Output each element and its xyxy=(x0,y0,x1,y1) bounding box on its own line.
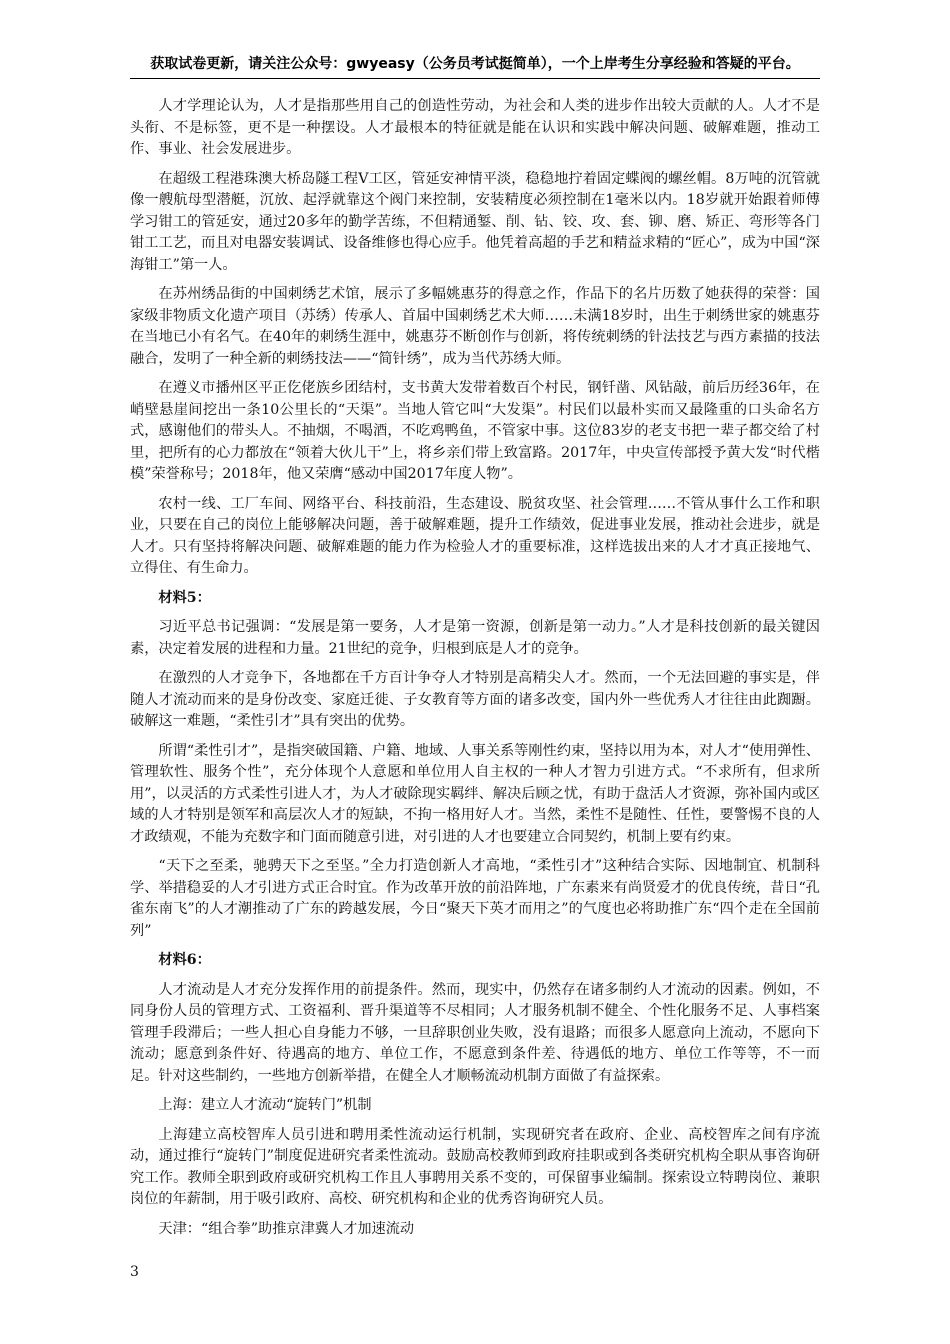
paragraph: 在激烈的人才竞争下，各地都在千方百计争夺人才特别是高精尖人才。然而，一个无法回避的事实是，伴随人才流动而来的是身份改变、家庭迁徙、子女教育等方面的诸多改变，国内外一些优秀人才往往由此踟蹰。破解这一难题，“柔性引才”具有突出的优势。 xyxy=(130,670,820,729)
paragraph: 所谓“柔性引才”，是指突破国籍、户籍、地域、人事关系等刚性约束，坚持以用为本，对人才“使用弹性、管理软性、服务个性”，充分体现个人意愿和单位用人自主权的一种人才智力引进方式。“不求所有，但求所用”，以灵活的方式柔性引进人才，为人才破除现实羁绊、解决后顾之忧，有助于盘活人才资源，弥补国内或区域的人才特别是领军和高层次人才的短缺，不拘一格用好人才。当然，柔性不是随性、任性，要警惕不良的人才政绩观，不能为充数字和门面而随意引进，对引进的人才也要建立合同契约，机制上要有约束。 xyxy=(130,742,820,845)
document-body xyxy=(130,96,820,1248)
paragraph: 在遵义市播州区平正仡佬族乡团结村，支书黄大发带着数百个村民，钢钎凿、风钻敲，前后历经36年，在峭壁悬崖间挖出一条10公里长的“天渠”。当地人管它叫“大发渠”。村民们以最朴实而又最隆重的口头命名方式，感谢他们的带头人。不抽烟，不喝酒，不吃鸡鸭鱼，不管家中事。这位83岁的老支书把一辈子都交给了村里，把所有的心力都放在“领着大伙儿干”上，将乡亲们带上致富路。2017年，中央宣传部授予黄大发“时代楷模”荣誉称号；2018年，他又荣膺“感动中国2017年度人物”。 xyxy=(130,380,820,482)
paragraph: 习近平总书记强调：“发展是第一要务，人才是第一资源，创新是第一动力。”人才是科技创新的最关键因素，决定着发展的进程和力量。21世纪的竞争，归根到底是人才的竞争。 xyxy=(130,619,820,657)
paragraph: 人才流动是人才充分发挥作用的前提条件。然而，现实中，仍然存在诸多制约人才流动的因素。例如，不同身份人员的管理方式、工资福利、晋升渠道等不尽相同；人才服务机制不健全、个性化服务不足、人事档案管理手段滞后；一些人担心自身能力不够，一旦辞职创业失败，没有退路；而很多人愿意向上流动，不愿向下流动；愿意到条件好、待遇高的地方、单位工作，不愿意到条件差、待遇低的地方、单位工作等等，不一而足。针对这些制约，一些地方创新举措，在健全人才顺畅流动机制方面做了有益探索。 xyxy=(130,981,820,1084)
paragraph: 在超级工程港珠澳大桥岛隧工程Ⅴ工区，管延安神情平淡，稳稳地拧着固定蝶阀的螺丝帽。8万吨的沉管就像一艘航母型潜艇，沉放、起浮就靠这个阀门来控制，安装精度必须控制在1毫米以内。18岁就开始跟着师傅学习钳工的管延安，通过20多年的勤学苦练，不但精通錾、削、钻、铰、攻、套、铆、磨、矫正、弯形等各门钳工工艺，而且对电器安装调试、设备维修也得心应手。他凭着高超的手艺和精益求精的“匠心”，成为中国“深海钳工”第一人。 xyxy=(130,170,820,273)
paragraph: “天下之至柔，驰骋天下之至坚。”全力打造创新人才高地，“柔性引才”这种结合实际、因地制宜、机制科学、举措稳妥的人才引进方式正合时宜。作为改革开放的前沿阵地，广东素来有尚贤爱才的优良传统，昔日“孔雀东南飞”的人才潮推动了广东的跨越发展，今日“聚天下英才而用之”的气度也必将助推广东“四个走在全国前列” xyxy=(130,858,820,939)
paragraph: 在苏州绣品街的中国刺绣艺术馆，展示了多幅姚惠芬的得意之作，作品下的名片历数了她获得的荣誉：国家级非物质文化遗产项目（苏绣）传承人、首届中国刺绣艺术大师……未满18岁时，出生于刺绣世家的姚惠芬在当地已小有名气。在40年的刺绣生涯中，姚惠芬不断创作与创新，将传统刺绣的针法技艺与西方素描的技法融合，发明了一种全新的刺绣技法——“简针绣”，成为当代苏绣大师。 xyxy=(130,286,820,367)
paragraph: 农村一线、工厂车间、网络平台、科技前沿，生态建设、脱贫攻坚、社会管理……不管从事什么工作和职业，只要在自己的岗位上能够解决问题，善于破解难题，提升工作绩效，促进事业发展，推动社会进步，就是人才。只有坚持将解决问题、破解难题的能力作为检验人才的重要标准，这样选拔出来的人才才真正接地气、立得住、有生命力。 xyxy=(130,495,820,576)
paragraph: 上海建立高校智库人员引进和聘用柔性流动运行机制，实现研究者在政府、企业、高校智库之间有序流动，通过推行“旋转门”制度促进研究者柔性流动。鼓励高校教师到政府挂职或到各类研究机构全职从事咨询研究工作。教师全职到政府或研究机构工作且人事聘用关系不变的，可保留事业编制。探索设立特聘岗位、兼职岗位的年薪制，用于吸引政府、高校、研究机构和企业的优秀咨询研究人员。 xyxy=(130,1126,820,1207)
paragraph: 人才学理论认为，人才是指那些用自己的创造性劳动，为社会和人类的进步作出较大贡献的人。人才不是头衔、不是标签，更不是一种摆设。人才最根本的特征就是能在认识和实践中解决问题、破解难题，推动工作、事业、社会发展进步。 xyxy=(130,98,820,157)
section-heading-material-6: 材料6： xyxy=(158,952,211,968)
subheading-tianjin: 天津：“组合拳”助推京津冀人才加速流动 xyxy=(158,1220,415,1237)
subheading-shanghai: 上海：建立人才流动“旋转门”机制 xyxy=(158,1097,372,1113)
page-number: 3 xyxy=(130,1264,139,1280)
section-heading-material-5: 材料5： xyxy=(158,589,211,606)
header-divider xyxy=(130,78,820,79)
header-banner: 获取试卷更新，请关注公众号：gwyeasy（公务员考试挺简单），一个上岸考生分享经验和答疑的平台。 xyxy=(150,56,800,72)
